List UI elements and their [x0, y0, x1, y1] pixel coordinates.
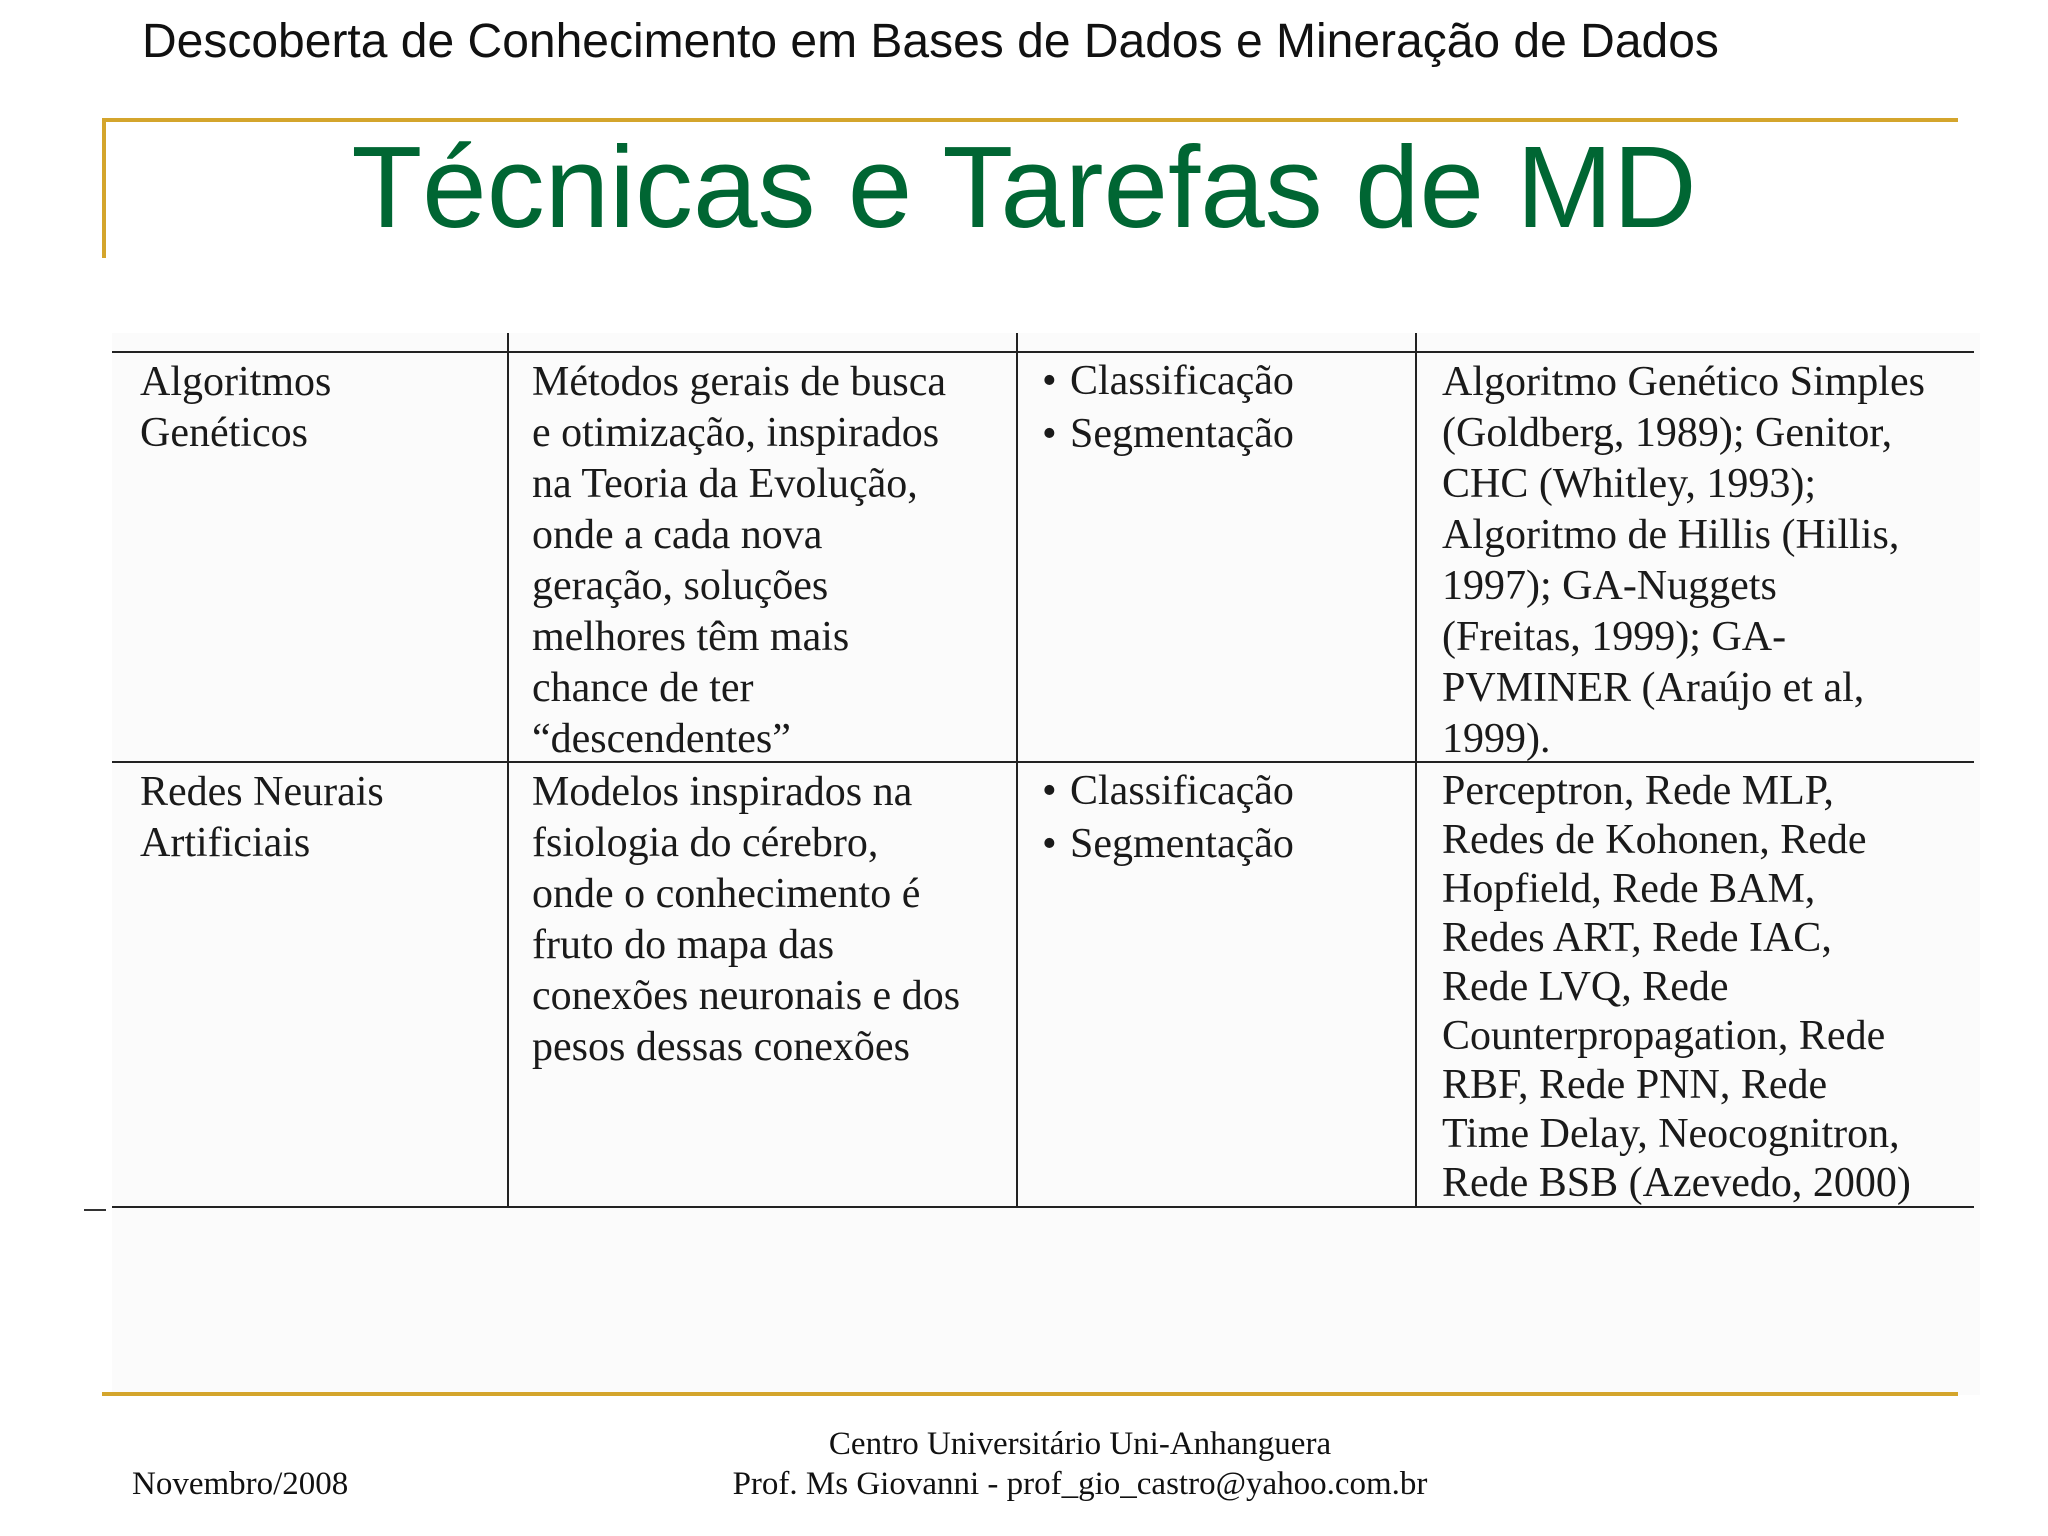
task-list-item: • Segmentação [1042, 818, 1294, 871]
table-cell-tasks [1042, 765, 1294, 871]
course-header: Descoberta de Conhecimento em Bases de Dados e Mineração de Dados [142, 15, 1719, 68]
footer-institution: Centro Universitário Uni-Anhanguera [828, 1426, 1332, 1462]
bullet-icon: • [1042, 411, 1057, 457]
table-column-divider-3 [1415, 333, 1417, 1208]
table-cell-description: Modelos inspirados na fsiologia do cérebro, onde o conhecimento é fruto do mapa das conexões neuronais e dos pesos dessas conexões [532, 769, 961, 1070]
table-cell-examples: Algoritmo Genético Simples (Goldberg, 1989); Genitor, CHC (Whitley, 1993); Algoritmo de Hillis (Hillis, 1997); GA-Nuggets (Freitas, 1999); GA- PVMINER (Araújo et al, 1999). [1442, 359, 1925, 762]
task-list-item: • Classificação [1042, 765, 1294, 818]
bottom-divider-line [102, 1392, 1958, 1396]
bullet-icon: • [1042, 821, 1057, 867]
table-column-divider-1 [507, 333, 509, 1208]
bullet-icon: • [1042, 358, 1057, 404]
footer-date: Novembro/2008 [132, 1466, 349, 1502]
task-list-item: • Classificação [1042, 355, 1294, 408]
slide-title: Técnicas e Tarefas de MD [351, 122, 1697, 252]
table-top-border [112, 351, 1974, 353]
footer-professor: Prof. Ms Giovanni - prof_gio_castro@yahoo.com.br [732, 1466, 1428, 1502]
table-cell-technique: Redes Neurais Artificiais [140, 769, 384, 866]
table-cell-examples: Perceptron, Rede MLP, Redes de Kohonen, Rede Hopfield, Rede BAM, Redes ART, Rede IAC, Rede LVQ, Rede Counterpropagation, Rede RBF, Rede PNN, Rede Time Delay, Neocognitron, Rede BSB (Azevedo, 2000) [1442, 768, 1911, 1206]
task-list-item: • Segmentação [1042, 408, 1294, 461]
scan-artifact-mark [84, 1209, 106, 1211]
footer-credits [470, 1424, 1690, 1504]
table-cell-technique: Algoritmos Genéticos [140, 359, 332, 456]
techniques-table [112, 333, 1980, 1395]
table-column-divider-2 [1016, 333, 1018, 1208]
bullet-icon: • [1042, 768, 1057, 814]
table-cell-tasks [1042, 355, 1294, 461]
table-cell-description: Métodos gerais de busca e otimização, inspirados na Teoria da Evolução, onde a cada nova geração, soluções melhores têm mais chance de ter “descendentes” [532, 359, 947, 762]
